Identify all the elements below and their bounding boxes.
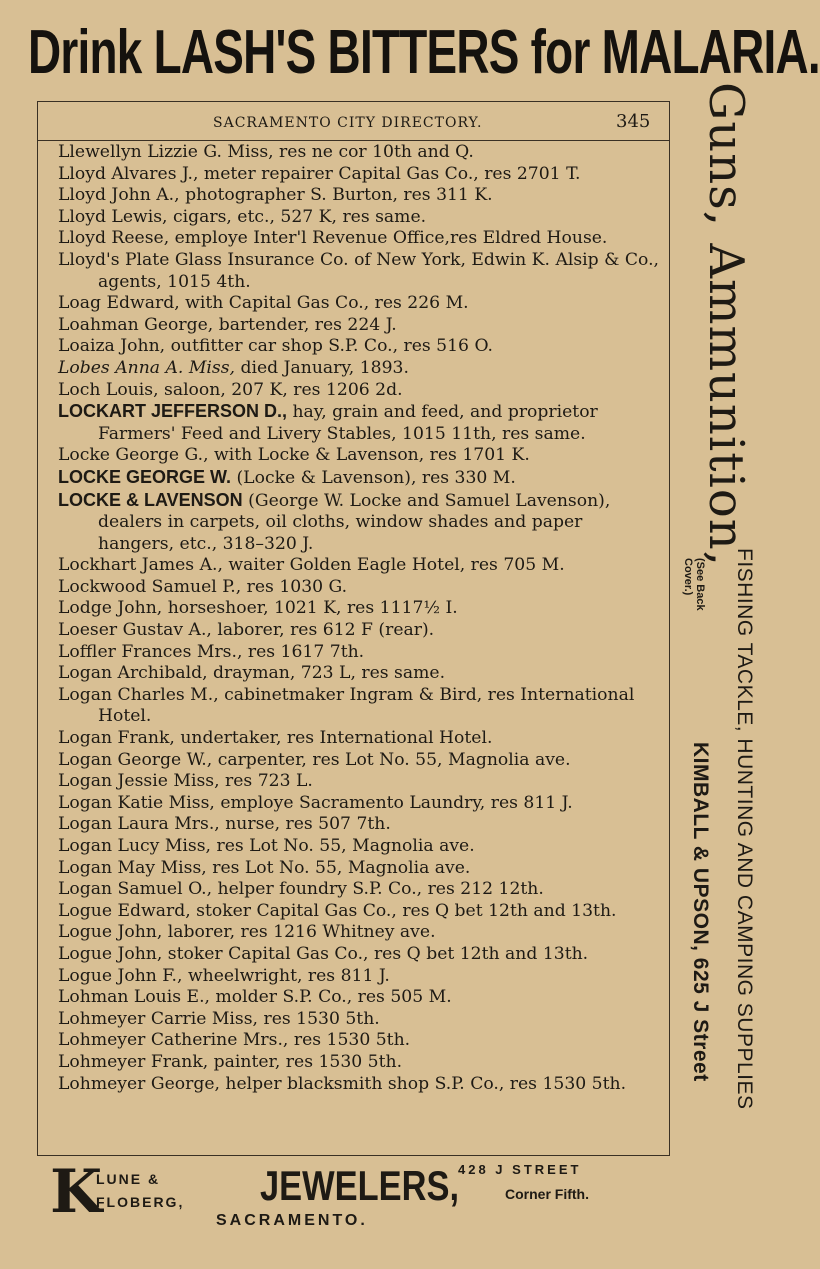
directory-entry <box>58 728 662 750</box>
directory-entry <box>58 1030 662 1052</box>
ad-city: SACRAMENTO. <box>216 1212 368 1229</box>
directory-page-frame <box>37 101 670 1156</box>
entry-bold-name: LOCKART JEFFERSON D., <box>58 401 288 422</box>
entry-text: died January, 1893. <box>235 357 409 378</box>
entry-italic-name: Lobes Anna A. Miss, <box>58 357 236 378</box>
directory-entry <box>58 642 662 664</box>
directory-entry <box>58 1009 662 1031</box>
entry-text: Lodge John, horseshoer, 1021 K, res 1117½ I. <box>58 598 458 619</box>
entry-text: Logan Laura Mrs., nurse, res 507 7th. <box>58 814 391 835</box>
entry-text: Lockhart James A., waiter Golden Eagle Hotel, res 705 M. <box>58 555 565 576</box>
directory-entry <box>58 987 662 1009</box>
see-back-line-2: Cover.) <box>682 558 694 596</box>
entry-text: Logan Frank, undertaker, res International Hotel. <box>58 728 493 749</box>
page-title: SACRAMENTO CITY DIRECTORY. <box>213 115 483 131</box>
directory-entry <box>58 879 662 901</box>
directory-entry <box>58 315 662 337</box>
directory-entry <box>58 490 662 556</box>
page-number: 345 <box>616 111 651 132</box>
directory-entry <box>58 944 662 966</box>
entry-text: Lloyd Alvares J., meter repairer Capital Gas Co., res 2701 T. <box>58 163 581 184</box>
entry-text: Logue John, stoker Capital Gas Co., res Q bet 12th and 13th. <box>58 943 589 964</box>
directory-entry <box>58 445 662 467</box>
entry-text: hay, grain and feed, and proprietor Farmers' Feed and Livery Stables, 1015 11th, res same. <box>98 402 598 444</box>
entry-text: Lohmeyer Catherine Mrs., res 1530 5th. <box>58 1030 411 1051</box>
directory-entry <box>58 358 662 380</box>
directory-entry <box>58 836 662 858</box>
entry-text: Logan Lucy Miss, res Lot No. 55, Magnolia ave. <box>58 836 475 856</box>
directory-entries <box>58 142 662 1095</box>
ad-firm-line-2: FLOBERG, <box>96 1194 185 1210</box>
bottom-advertisement <box>38 1154 668 1254</box>
entry-bold-name: LOCKE GEORGE W. <box>58 466 232 487</box>
entry-text: Lohmeyer George, helper blacksmith shop S.P. Co., res 1530 5th. <box>58 1073 627 1094</box>
entry-text: (Locke & Lavenson), res 330 M. <box>231 467 516 488</box>
entry-text: Loag Edward, with Capital Gas Co., res 226 M. <box>58 293 469 314</box>
side-ad-see-back <box>682 558 706 611</box>
ad-corner: Corner Fifth. <box>505 1186 589 1202</box>
side-ad-kimball: KIMBALL & UPSON, 625 J Street <box>689 742 712 1082</box>
entry-text: Loeser Gustav A., laborer, res 612 F (rear). <box>58 620 435 641</box>
directory-entry <box>58 858 662 880</box>
directory-entry <box>58 207 662 229</box>
entry-text: Loch Louis, saloon, 207 K, res 1206 2d. <box>58 379 403 400</box>
directory-entry <box>58 922 662 944</box>
directory-entry <box>58 555 662 577</box>
entry-text: Lloyd Reese, employe Inter'l Revenue Office,res Eldred House. <box>58 228 608 249</box>
entry-bold-name: LOCKE & LAVENSON <box>58 489 243 510</box>
directory-entry <box>58 663 662 685</box>
entry-text: Loaiza John, outfitter car shop S.P. Co., res 516 O. <box>58 336 493 357</box>
directory-entry <box>58 380 662 402</box>
entry-text: Logan Samuel O., helper foundry S.P. Co., res 212 12th. <box>58 879 544 900</box>
entry-text: Llewellyn Lizzie G. Miss, res ne cor 10th and Q. <box>58 142 474 162</box>
directory-entry <box>58 620 662 642</box>
directory-entry <box>58 901 662 923</box>
directory-entry <box>58 598 662 620</box>
entry-text: Logan May Miss, res Lot No. 55, Magnolia ave. <box>58 857 471 878</box>
top-advertisement: Drink LASH'S BITTERS for MALARIA. <box>28 18 820 87</box>
entry-text: Logue John, laborer, res 1216 Whitney ave. <box>58 922 436 943</box>
entry-text: Loffler Frances Mrs., res 1617 7th. <box>58 641 365 662</box>
entry-text: Logue John F., wheelwright, res 811 J. <box>58 965 390 986</box>
entry-text: Locke George G., with Locke & Lavenson, res 1701 K. <box>58 445 530 466</box>
ad-street: 428 J STREET <box>458 1162 582 1177</box>
directory-entry <box>58 250 662 293</box>
directory-entry <box>58 467 662 490</box>
see-back-line-1: (See Back <box>694 558 706 611</box>
directory-entry <box>58 228 662 250</box>
entry-text: Loahman George, bartender, res 224 J. <box>58 314 397 335</box>
directory-entry <box>58 293 662 315</box>
ad-firm-line-1: LUNE & <box>96 1171 161 1187</box>
directory-entry <box>58 814 662 836</box>
directory-entry <box>58 401 662 445</box>
entry-text: Logan George W., carpenter, res Lot No. 55, Magnolia ave. <box>58 749 571 770</box>
directory-entry <box>58 793 662 815</box>
entry-text: (George W. Locke and Samuel Lavenson), dealers in carpets, oil cloths, window shades and paper hangers, etc., 318–320 J. <box>98 490 611 554</box>
entry-text: Lloyd Lewis, cigars, etc., 527 K, res same. <box>58 206 427 227</box>
side-ad-guns: Guns, Ammunition, <box>698 82 754 567</box>
directory-entry <box>58 164 662 186</box>
entry-text: Lloyd's Plate Glass Insurance Co. of New York, Edwin K. Alsip & Co., agents, 1015 4th. <box>58 249 660 292</box>
page-header <box>38 102 669 141</box>
directory-entry <box>58 1052 662 1074</box>
directory-entry <box>58 577 662 599</box>
side-ad-fishing: FISHING TACKLE, HUNTING AND CAMPING SUPPLIES <box>733 548 756 1110</box>
directory-entry <box>58 771 662 793</box>
entry-text: Lohman Louis E., molder S.P. Co., res 505 M. <box>58 987 452 1008</box>
directory-entry <box>58 685 662 728</box>
entry-text: Lohmeyer Carrie Miss, res 1530 5th. <box>58 1008 380 1029</box>
directory-entry <box>58 142 662 164</box>
ad-jewelers: JEWELERS, <box>260 1162 460 1209</box>
entry-text: Logue Edward, stoker Capital Gas Co., res Q bet 12th and 13th. <box>58 900 617 921</box>
directory-entry <box>58 966 662 988</box>
entry-text: Lockwood Samuel P., res 1030 G. <box>58 576 348 597</box>
entry-text: Logan Jessie Miss, res 723 L. <box>58 771 313 792</box>
directory-entry <box>58 336 662 358</box>
entry-text: Lloyd John A., photographer S. Burton, res 311 K. <box>58 185 493 206</box>
entry-text: Logan Charles M., cabinetmaker Ingram & Bird, res International Hotel. <box>58 684 635 727</box>
entry-text: Logan Archibald, drayman, 723 L, res same. <box>58 663 446 684</box>
ad-initial: K <box>50 1157 103 1227</box>
ad-firm-names <box>96 1168 184 1214</box>
entry-text: Lohmeyer Frank, painter, res 1530 5th. <box>58 1051 403 1072</box>
directory-entry <box>58 1074 662 1096</box>
directory-entry <box>58 185 662 207</box>
entry-text: Logan Katie Miss, employe Sacramento Laundry, res 811 J. <box>58 792 573 813</box>
directory-entry <box>58 750 662 772</box>
